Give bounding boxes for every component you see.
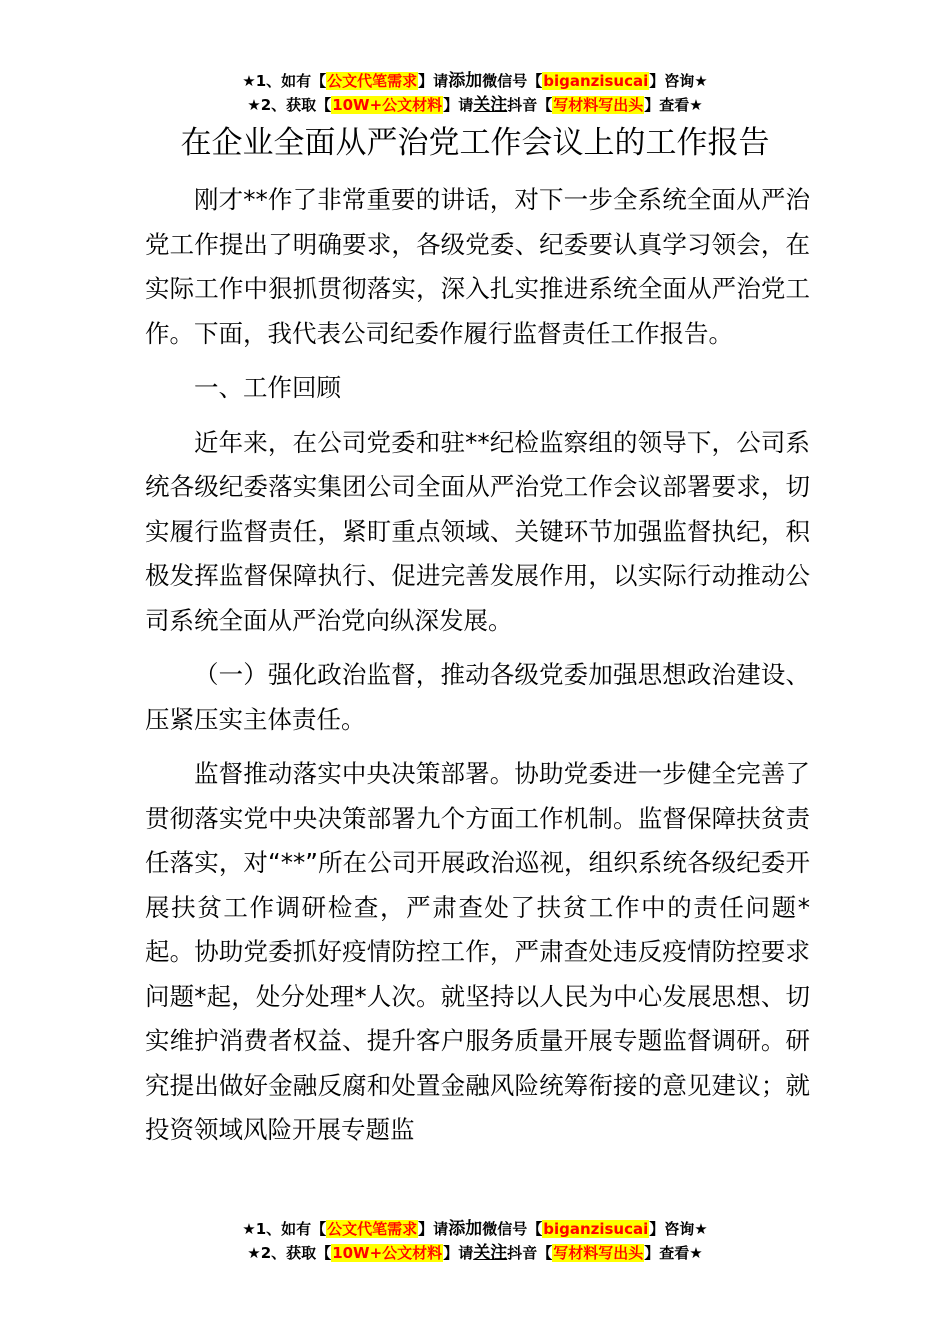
highlight-ghostwriting: 公文代笔需求 bbox=[327, 72, 418, 90]
promo-line-2: ★2、获取【10W+公文材料】请关注抖音【写材料写出头】查看★ bbox=[247, 95, 703, 115]
paragraph-intro: 刚才**作了非常重要的讲话，对下一步全系统全面从严治党工作提出了明确要求，各级党委、纪委要认真学习领会，在实际工作中狠抓贯彻落实，深入扎实推进系统全面从严治党工作。下面，我代表公司纪委作履行监督责任工作报告。 bbox=[145, 185, 810, 348]
promo-line-2: ★2、获取【10W+公文材料】请关注抖音【写材料写出头】查看★ bbox=[247, 1243, 703, 1263]
promo-line-1: ★1、如有【公文代笔需求】请添加微信号【biganzisucai】咨询★ bbox=[242, 71, 708, 91]
footer-promo-banner bbox=[0, 1217, 950, 1265]
promo-line-1: ★1、如有【公文代笔需求】请添加微信号【biganzisucai】咨询★ bbox=[242, 1219, 708, 1239]
section-heading: 一、工作回顾 bbox=[194, 373, 341, 402]
highlight-materials: 10W+公文材料 bbox=[332, 1244, 443, 1262]
highlight-ghostwriting: 公文代笔需求 bbox=[327, 1220, 418, 1238]
document-body bbox=[145, 178, 810, 1163]
paragraph-supervision: 监督推动落实中央决策部署。协助党委进一步健全完善了贯彻落实党中央决策部署九个方面工作机制。监督保障扶贫责任落实，对“**”所在公司开展政治巡视，组织系统各级纪委开展扶贫工作调研检查，严肃查处了扶贫工作中的责任问题*起。协助党委抓好疫情防控工作，严肃查处违反疫情防控要求问题*起，处分处理*人次。就坚持以人民为中心发展思想、切实维护消费者权益、提升客户服务质量开展专题监督调研。研究提出做好金融反腐和处置金融风险统筹衔接的意见建议；就投资领域风险开展专题监 bbox=[145, 759, 810, 1144]
highlight-douyin: 写材料写出头 bbox=[553, 1244, 644, 1262]
highlight-wechat-id: biganzisucai bbox=[543, 1220, 649, 1238]
header-promo-banner bbox=[0, 69, 950, 117]
highlight-wechat-id: biganzisucai bbox=[543, 72, 649, 90]
highlight-materials: 10W+公文材料 bbox=[332, 96, 443, 114]
subsection-heading: （一）强化政治监督，推动各级党委加强思想政治建设、压紧压实主体责任。 bbox=[145, 660, 810, 734]
paragraph-overview: 近年来，在公司党委和驻**纪检监察组的领导下，公司系统各级纪委落实集团公司全面从严治党工作会议部署要求，切实履行监督责任，紧盯重点领域、关键环节加强监督执纪，积极发挥监督保障执行、促进完善发展作用，以实际行动推动公司系统全面从严治党向纵深发展。 bbox=[145, 427, 810, 635]
document-title: 在企业全面从严治党工作会议上的工作报告 bbox=[180, 125, 770, 161]
highlight-douyin: 写材料写出头 bbox=[553, 96, 644, 114]
